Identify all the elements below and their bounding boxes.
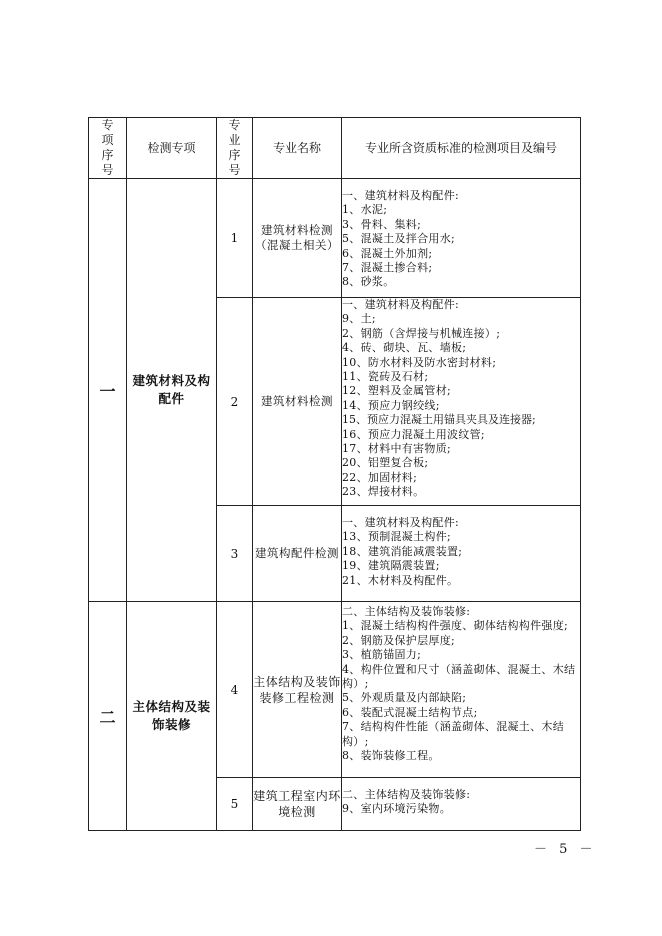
item-line: 16、预应力混凝土用波纹管; <box>342 427 485 441</box>
item-line: 10、防水材料及防水密封材料; <box>342 355 497 369</box>
specialty-number: 5 <box>217 778 253 831</box>
item-line: 17、材料中有害物质; <box>342 442 452 456</box>
item-line: 14、预应力钢绞线; <box>342 398 440 412</box>
item-line: 3、骨料、集料; <box>342 217 422 231</box>
header-category-no: 专项序号 <box>89 118 127 179</box>
item-line: 23、焊接材料。 <box>342 485 425 499</box>
item-line: 一、建筑材料及构配件: <box>342 516 460 529</box>
item-line: 22、加固材料; <box>342 470 418 484</box>
item-line: 2、钢筋（含焊接与机械连接）; <box>342 326 501 340</box>
item-line: 4、砖、砌块、瓦、墙板; <box>342 341 467 355</box>
specialty-items <box>342 506 581 602</box>
header-items: 专业所含资质标准的检测项目及编号 <box>342 118 581 179</box>
item-line: 11、瓷砖及石材; <box>342 370 429 384</box>
table-row <box>89 602 581 778</box>
item-line: 6、装配式混凝土结构节点; <box>342 705 478 719</box>
item-line: 一、建筑材料及构配件: <box>342 298 460 311</box>
specialty-name: 建筑工程室内环境检测 <box>253 778 342 831</box>
specialty-items <box>342 179 581 298</box>
category-name: 主体结构及装饰装修 <box>127 602 217 831</box>
specialty-items <box>342 298 581 506</box>
item-line: 2、钢筋及保护层厚度; <box>342 633 456 647</box>
specialty-number: 3 <box>217 506 253 602</box>
item-line: 12、塑料及金属管材; <box>342 384 452 398</box>
item-line: 9、室内环境污染物。 <box>342 802 451 816</box>
header-category-name: 检测专项 <box>127 118 217 179</box>
category-name: 建筑材料及构配件 <box>127 179 217 602</box>
page-number: － 5 － <box>534 842 597 857</box>
item-line: 3、植筋锚固力; <box>342 648 422 662</box>
item-line: 5、外观质量及内部缺陷; <box>342 691 467 705</box>
table-row <box>89 179 581 298</box>
item-line: 7、结构构件性能（涵盖砌体、混凝土、木结构）; <box>342 720 564 748</box>
specialty-name: 主体结构及装饰装修工程检测 <box>253 602 342 778</box>
item-line: 8、装饰装修工程。 <box>342 749 440 763</box>
header-specialty-name: 专业名称 <box>253 118 342 179</box>
item-line: 二、主体结构及装饰装修: <box>342 788 471 801</box>
item-line: 1、水泥; <box>342 203 388 217</box>
item-line: 8、砂浆。 <box>342 275 395 289</box>
item-line: 13、预制混凝土构件; <box>342 530 452 544</box>
category-number: 一 <box>89 179 127 602</box>
item-line: 21、木材料及构配件。 <box>342 573 459 587</box>
item-line: 7、混凝土掺合料; <box>342 261 433 275</box>
specialty-items <box>342 778 581 831</box>
header-specialty-no: 专业序号 <box>217 118 253 179</box>
specialty-number: 1 <box>217 179 253 298</box>
table-header-row <box>89 118 581 179</box>
item-line: 6、混凝土外加剂; <box>342 246 433 260</box>
item-line: 4、构件位置和尺寸（涵盖砌体、混凝土、木结构）; <box>342 662 576 691</box>
item-line: 18、建筑消能减震装置; <box>342 544 463 558</box>
category-number: 二 <box>89 602 127 831</box>
item-line: 二、主体结构及装饰装修: <box>342 605 471 618</box>
item-line: 1、混凝土结构构件强度、砌体结构构件强度; <box>342 619 569 633</box>
inspection-table <box>88 117 581 831</box>
specialty-number: 4 <box>217 602 253 778</box>
specialty-name: 建筑材料检测（混凝土相关） <box>253 179 342 298</box>
item-line: 一、建筑材料及构配件: <box>342 189 460 202</box>
item-line: 20、铝塑复合板; <box>342 456 429 470</box>
specialty-number: 2 <box>217 298 253 506</box>
item-line: 15、预应力混凝土用锚具夹具及连接器; <box>342 413 536 427</box>
item-line: 5、混凝土及拌合用水; <box>342 232 456 246</box>
item-line: 9、土; <box>342 312 376 326</box>
item-line: 19、建筑隔震装置; <box>342 559 440 573</box>
specialty-name: 建筑材料检测 <box>253 298 342 506</box>
specialty-name: 建筑构配件检测 <box>253 506 342 602</box>
specialty-items <box>342 602 581 778</box>
